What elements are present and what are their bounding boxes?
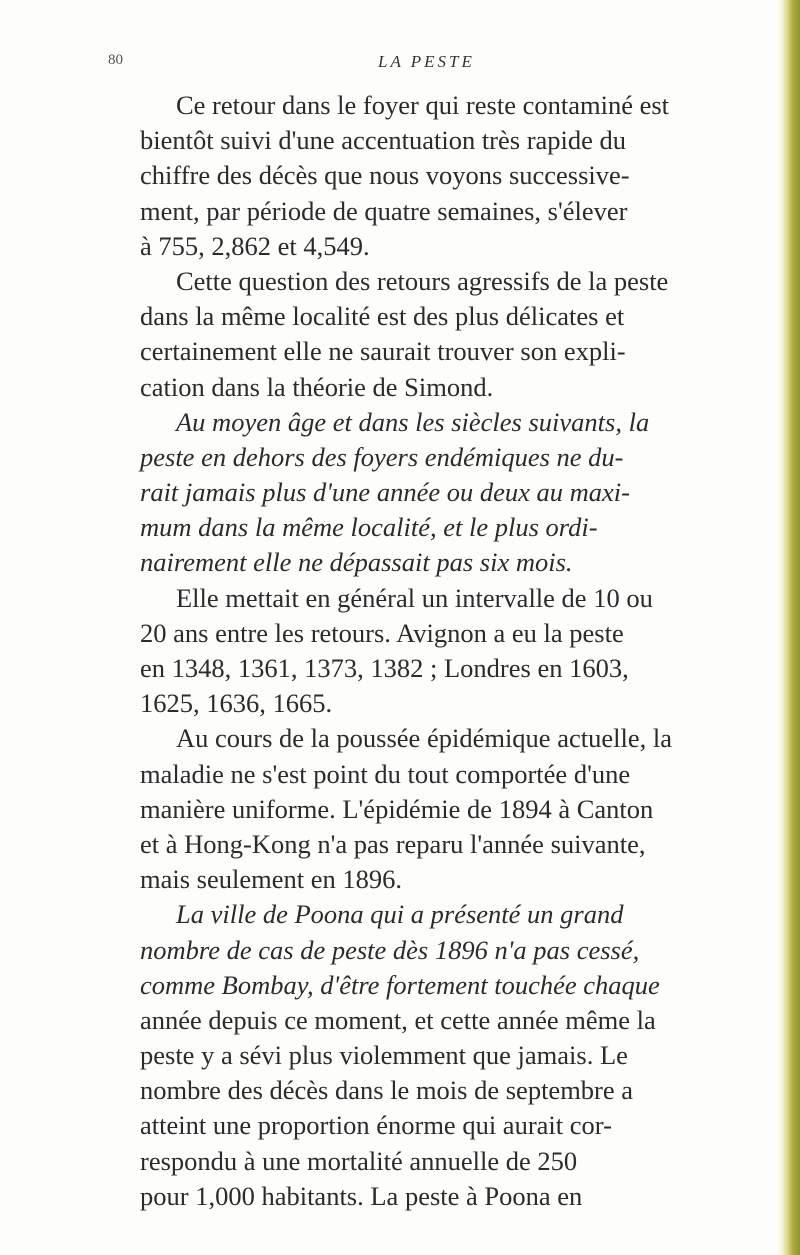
text-line: Au moyen âge et dans les siècles suivants, la xyxy=(176,406,650,437)
text-line: mais seulement en 1896. xyxy=(140,864,402,895)
page-header xyxy=(108,52,758,82)
text-line: et à Hong-Kong n'a pas reparu l'année suivante, xyxy=(140,828,646,859)
text-line: année depuis ce moment, et cette année même la xyxy=(140,1004,656,1035)
text-line: maladie ne s'est point du tout comportée d'une xyxy=(140,758,631,789)
running-title: LA PESTE xyxy=(378,52,475,71)
text-line: Cette question des retours agressifs de la peste xyxy=(176,265,669,296)
text-line: peste y a sévi plus violemment que jamais. Le xyxy=(140,1040,628,1071)
text-line: cation dans la théorie de Simond. xyxy=(140,371,494,402)
text-line: Ce retour dans le foyer qui reste contaminé est xyxy=(176,90,670,120)
text-line: ment, par période de quatre semaines, s'élever xyxy=(140,195,628,226)
page-edge-stain xyxy=(778,0,800,1255)
text-line: manière uniforme. L'épidémie de 1894 à Canton xyxy=(140,793,654,824)
text-line: Au cours de la poussée épidémique actuelle, la xyxy=(176,723,672,754)
text-line: nombre des décès dans le mois de septembre a xyxy=(140,1075,634,1106)
text-line: peste en dehors des foyers endémiques ne du- xyxy=(140,441,624,472)
text-line: 1625, 1636, 1665. xyxy=(140,688,333,719)
text-line: atteint une proportion énorme qui aurait cor- xyxy=(140,1110,612,1141)
text-line: dans la même localité est des plus délicates et xyxy=(140,301,625,332)
text-line: 20 ans entre les retours. Avignon a eu la peste xyxy=(140,617,624,648)
text-line: chiffre des décès que nous voyons successive- xyxy=(140,160,630,191)
text-line: rait jamais plus d'une année ou deux au maxi- xyxy=(140,477,630,508)
text-line: bientôt suivi d'une accentuation très rapide du xyxy=(140,125,627,156)
text-line: comme Bombay, d'être fortement touchée chaque xyxy=(140,969,660,1000)
text-line: pour 1,000 habitants. La peste à Poona en xyxy=(140,1180,583,1211)
text-line: en 1348, 1361, 1373, 1382 ; Londres en 1603, xyxy=(140,653,629,683)
body-text xyxy=(140,88,780,1214)
text-line: à 755, 2,862 et 4,549. xyxy=(140,230,370,261)
text-line: La ville de Poona qui a présenté un grand xyxy=(176,899,624,930)
text-line: nairement elle ne dépassait pas six mois. xyxy=(140,547,573,578)
text-line: Elle mettait en général un intervalle de 10 ou xyxy=(176,582,653,613)
text-line: respondu à une mortalité annuelle de 250 xyxy=(140,1145,578,1176)
text-line: nombre de cas de peste dès 1896 n'a pas cessé, xyxy=(140,934,640,965)
text-line: certainement elle ne saurait trouver son expli- xyxy=(140,336,626,367)
text-line: mum dans la même localité, et le plus ordi- xyxy=(140,512,598,543)
page-number: 80 xyxy=(108,52,123,68)
